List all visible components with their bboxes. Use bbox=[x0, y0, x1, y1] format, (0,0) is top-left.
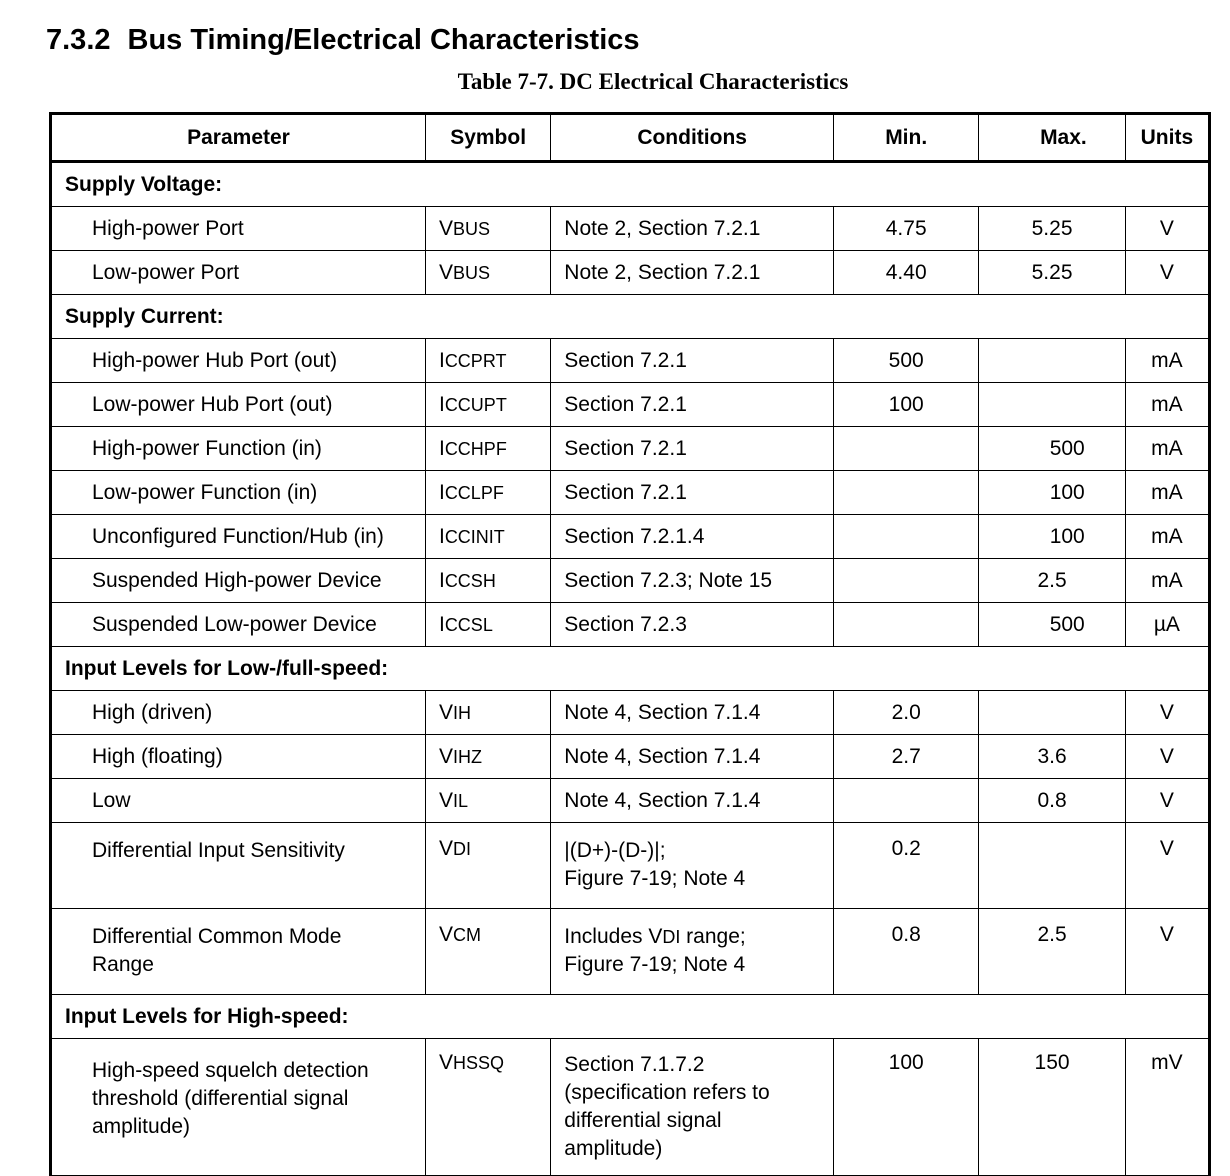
cell-parameter: Low bbox=[51, 779, 426, 823]
cell-parameter: Suspended High-power Device bbox=[51, 559, 426, 603]
cell-min bbox=[834, 603, 979, 647]
cell-max: 2.5 bbox=[979, 909, 1125, 995]
table-row bbox=[51, 559, 1210, 603]
cell-conditions bbox=[551, 909, 834, 995]
conditions-line: (specification refers to bbox=[564, 1081, 770, 1104]
cell-units: V bbox=[1125, 735, 1209, 779]
cell-parameter: Differential Input Sensitivity bbox=[51, 823, 426, 909]
symbol-main: V bbox=[438, 923, 453, 946]
symbol-subscript: CCSH bbox=[444, 570, 496, 591]
symbol-main: V bbox=[438, 1051, 453, 1074]
symbol-main: I bbox=[438, 348, 445, 372]
cell-conditions: Note 4, Section 7.1.4 bbox=[551, 779, 834, 823]
cell-parameter: Low-power Function (in) bbox=[51, 471, 426, 515]
conditions-line: Figure 7-19; Note 4 bbox=[564, 953, 746, 976]
symbol-main: I bbox=[438, 480, 445, 504]
cell-min bbox=[834, 471, 979, 515]
symbol-subscript: CCHPF bbox=[444, 438, 507, 459]
col-header-parameter: Parameter bbox=[51, 114, 426, 162]
cell-max bbox=[979, 383, 1125, 427]
section-row bbox=[51, 162, 1210, 207]
symbol-subscript: CCSL bbox=[444, 614, 493, 635]
parameter-line: Differential Common Mode bbox=[92, 925, 342, 948]
symbol-main: I bbox=[438, 524, 445, 548]
cell-conditions: Section 7.2.1 bbox=[551, 471, 834, 515]
table-row bbox=[51, 735, 1210, 779]
cell-symbol bbox=[425, 471, 550, 515]
cell-max: 100 bbox=[979, 471, 1125, 515]
cell-symbol bbox=[425, 779, 550, 823]
section-number: 7.3.2 bbox=[46, 24, 111, 56]
cell-units: V bbox=[1125, 207, 1209, 251]
cell-conditions: Section 7.2.1 bbox=[551, 427, 834, 471]
symbol-main: I bbox=[438, 436, 445, 460]
cell-parameter bbox=[51, 909, 426, 995]
cell-parameter bbox=[51, 1039, 426, 1176]
cell-parameter: Suspended Low-power Device bbox=[51, 603, 426, 647]
table-row bbox=[51, 427, 1210, 471]
cell-max: 5.25 bbox=[979, 251, 1125, 295]
symbol-main: V bbox=[438, 744, 453, 768]
cell-units: V bbox=[1125, 823, 1209, 909]
cell-units: mA bbox=[1125, 427, 1209, 471]
parameter-line: High-speed squelch detection bbox=[92, 1059, 369, 1082]
table-row bbox=[51, 339, 1210, 383]
cell-parameter: High-power Function (in) bbox=[51, 427, 426, 471]
symbol-subscript: BUS bbox=[452, 218, 490, 239]
section-row bbox=[51, 647, 1210, 691]
cell-max: 150 bbox=[979, 1039, 1125, 1176]
section-row bbox=[51, 995, 1210, 1039]
cell-parameter: Unconfigured Function/Hub (in) bbox=[51, 515, 426, 559]
cell-min: 0.8 bbox=[834, 909, 979, 995]
table-row bbox=[51, 207, 1210, 251]
table-row bbox=[51, 909, 1210, 995]
dc-characteristics-table bbox=[49, 112, 1211, 1176]
section-label: Input Levels for Low-/full-speed: bbox=[51, 647, 1210, 691]
cell-conditions: Note 4, Section 7.1.4 bbox=[551, 735, 834, 779]
conditions-text: range; bbox=[680, 925, 746, 948]
cell-min bbox=[834, 427, 979, 471]
cell-conditions: Section 7.2.1.4 bbox=[551, 515, 834, 559]
cell-conditions: Note 2, Section 7.2.1 bbox=[551, 251, 834, 295]
cell-units: µA bbox=[1125, 603, 1209, 647]
cell-min: 4.40 bbox=[834, 251, 979, 295]
table-row bbox=[51, 823, 1210, 909]
cell-max: 500 bbox=[979, 427, 1125, 471]
cell-max: 5.25 bbox=[979, 207, 1125, 251]
table-row bbox=[51, 515, 1210, 559]
cell-parameter: High-power Port bbox=[51, 207, 426, 251]
cell-min: 0.2 bbox=[834, 823, 979, 909]
cell-conditions: Note 2, Section 7.2.1 bbox=[551, 207, 834, 251]
cell-symbol bbox=[425, 427, 550, 471]
cell-symbol bbox=[425, 383, 550, 427]
symbol-main: V bbox=[438, 260, 453, 284]
cell-symbol bbox=[425, 1039, 550, 1176]
symbol-subscript: CCPRT bbox=[444, 350, 507, 371]
cell-parameter: High (floating) bbox=[51, 735, 426, 779]
cell-parameter: High-power Hub Port (out) bbox=[51, 339, 426, 383]
cell-units: mA bbox=[1125, 339, 1209, 383]
conditions-subscript: DI bbox=[662, 927, 681, 947]
table-row bbox=[51, 779, 1210, 823]
table-row bbox=[51, 383, 1210, 427]
cell-max bbox=[979, 823, 1125, 909]
table-row bbox=[51, 603, 1210, 647]
parameter-line: Range bbox=[92, 953, 154, 976]
cell-symbol bbox=[425, 515, 550, 559]
section-heading bbox=[46, 24, 640, 57]
section-row bbox=[51, 295, 1210, 339]
cell-min: 4.75 bbox=[834, 207, 979, 251]
cell-parameter: Low-power Hub Port (out) bbox=[51, 383, 426, 427]
section-title: Bus Timing/Electrical Characteristics bbox=[127, 24, 640, 56]
symbol-main: V bbox=[438, 837, 453, 860]
cell-max: 2.5 bbox=[979, 559, 1125, 603]
cell-units: V bbox=[1125, 779, 1209, 823]
cell-min: 100 bbox=[834, 383, 979, 427]
symbol-main: I bbox=[438, 392, 445, 416]
table-row bbox=[51, 251, 1210, 295]
cell-conditions: Note 4, Section 7.1.4 bbox=[551, 691, 834, 735]
section-label: Input Levels for High-speed: bbox=[51, 995, 1210, 1039]
cell-min: 100 bbox=[834, 1039, 979, 1176]
cell-units: mA bbox=[1125, 559, 1209, 603]
cell-units: V bbox=[1125, 251, 1209, 295]
cell-max: 3.6 bbox=[979, 735, 1125, 779]
col-header-max: Max. bbox=[979, 114, 1125, 162]
cell-symbol bbox=[425, 603, 550, 647]
section-label: Supply Voltage: bbox=[51, 162, 1210, 207]
conditions-line: |(D+)-(D-)|; bbox=[564, 839, 666, 862]
cell-parameter: High (driven) bbox=[51, 691, 426, 735]
conditions-line: amplitude) bbox=[564, 1137, 663, 1160]
symbol-main: I bbox=[438, 568, 445, 592]
cell-max: 0.8 bbox=[979, 779, 1125, 823]
cell-max: 500 bbox=[979, 603, 1125, 647]
symbol-main: V bbox=[438, 788, 453, 812]
parameter-line: amplitude) bbox=[92, 1115, 191, 1138]
cell-units: mV bbox=[1125, 1039, 1209, 1176]
cell-units: V bbox=[1125, 909, 1209, 995]
cell-min: 2.0 bbox=[834, 691, 979, 735]
col-header-conditions: Conditions bbox=[551, 114, 834, 162]
conditions-text: Includes V bbox=[564, 925, 663, 948]
symbol-subscript: CM bbox=[452, 925, 481, 945]
conditions-line: Section 7.1.7.2 bbox=[564, 1053, 705, 1076]
cell-max: 100 bbox=[979, 515, 1125, 559]
table-caption: Table 7-7. DC Electrical Characteristics bbox=[457, 69, 849, 94]
col-header-units: Units bbox=[1125, 114, 1209, 162]
cell-min bbox=[834, 515, 979, 559]
cell-conditions: Section 7.2.1 bbox=[551, 383, 834, 427]
cell-symbol bbox=[425, 909, 550, 995]
cell-units: mA bbox=[1125, 515, 1209, 559]
symbol-subscript: CCUPT bbox=[444, 394, 507, 415]
table-row bbox=[51, 1039, 1210, 1176]
symbol-main: V bbox=[438, 700, 453, 724]
cell-conditions bbox=[551, 1039, 834, 1176]
symbol-subscript: HSSQ bbox=[452, 1053, 504, 1073]
conditions-line: Figure 7-19; Note 4 bbox=[564, 867, 746, 890]
symbol-subscript: DI bbox=[452, 839, 471, 859]
cell-min: 500 bbox=[834, 339, 979, 383]
cell-units: mA bbox=[1125, 383, 1209, 427]
cell-symbol bbox=[425, 339, 550, 383]
symbol-subscript: IHZ bbox=[452, 746, 482, 767]
parameter-line: threshold (differential signal bbox=[92, 1087, 349, 1110]
col-header-min: Min. bbox=[834, 114, 979, 162]
cell-symbol bbox=[425, 735, 550, 779]
conditions-line: differential signal bbox=[564, 1109, 722, 1132]
cell-min bbox=[834, 559, 979, 603]
cell-max bbox=[979, 339, 1125, 383]
symbol-subscript: BUS bbox=[452, 262, 490, 283]
symbol-subscript: IH bbox=[452, 702, 471, 723]
cell-max bbox=[979, 691, 1125, 735]
cell-parameter: Low-power Port bbox=[51, 251, 426, 295]
symbol-subscript: IL bbox=[452, 790, 468, 811]
cell-conditions: Section 7.2.1 bbox=[551, 339, 834, 383]
cell-min bbox=[834, 779, 979, 823]
symbol-subscript: CCLPF bbox=[444, 482, 504, 503]
table-header-row bbox=[51, 114, 1210, 162]
cell-symbol bbox=[425, 691, 550, 735]
cell-units: V bbox=[1125, 691, 1209, 735]
symbol-main: I bbox=[438, 612, 445, 636]
symbol-main: V bbox=[438, 216, 453, 240]
cell-min: 2.7 bbox=[834, 735, 979, 779]
cell-symbol bbox=[425, 559, 550, 603]
cell-units: mA bbox=[1125, 471, 1209, 515]
symbol-subscript: CCINIT bbox=[444, 526, 505, 547]
cell-symbol bbox=[425, 251, 550, 295]
col-header-symbol: Symbol bbox=[425, 114, 550, 162]
table-row bbox=[51, 471, 1210, 515]
cell-conditions: Section 7.2.3; Note 15 bbox=[551, 559, 834, 603]
cell-symbol bbox=[425, 823, 550, 909]
section-label: Supply Current: bbox=[51, 295, 1210, 339]
cell-conditions bbox=[551, 823, 834, 909]
cell-symbol bbox=[425, 207, 550, 251]
table-row bbox=[51, 691, 1210, 735]
cell-conditions: Section 7.2.3 bbox=[551, 603, 834, 647]
